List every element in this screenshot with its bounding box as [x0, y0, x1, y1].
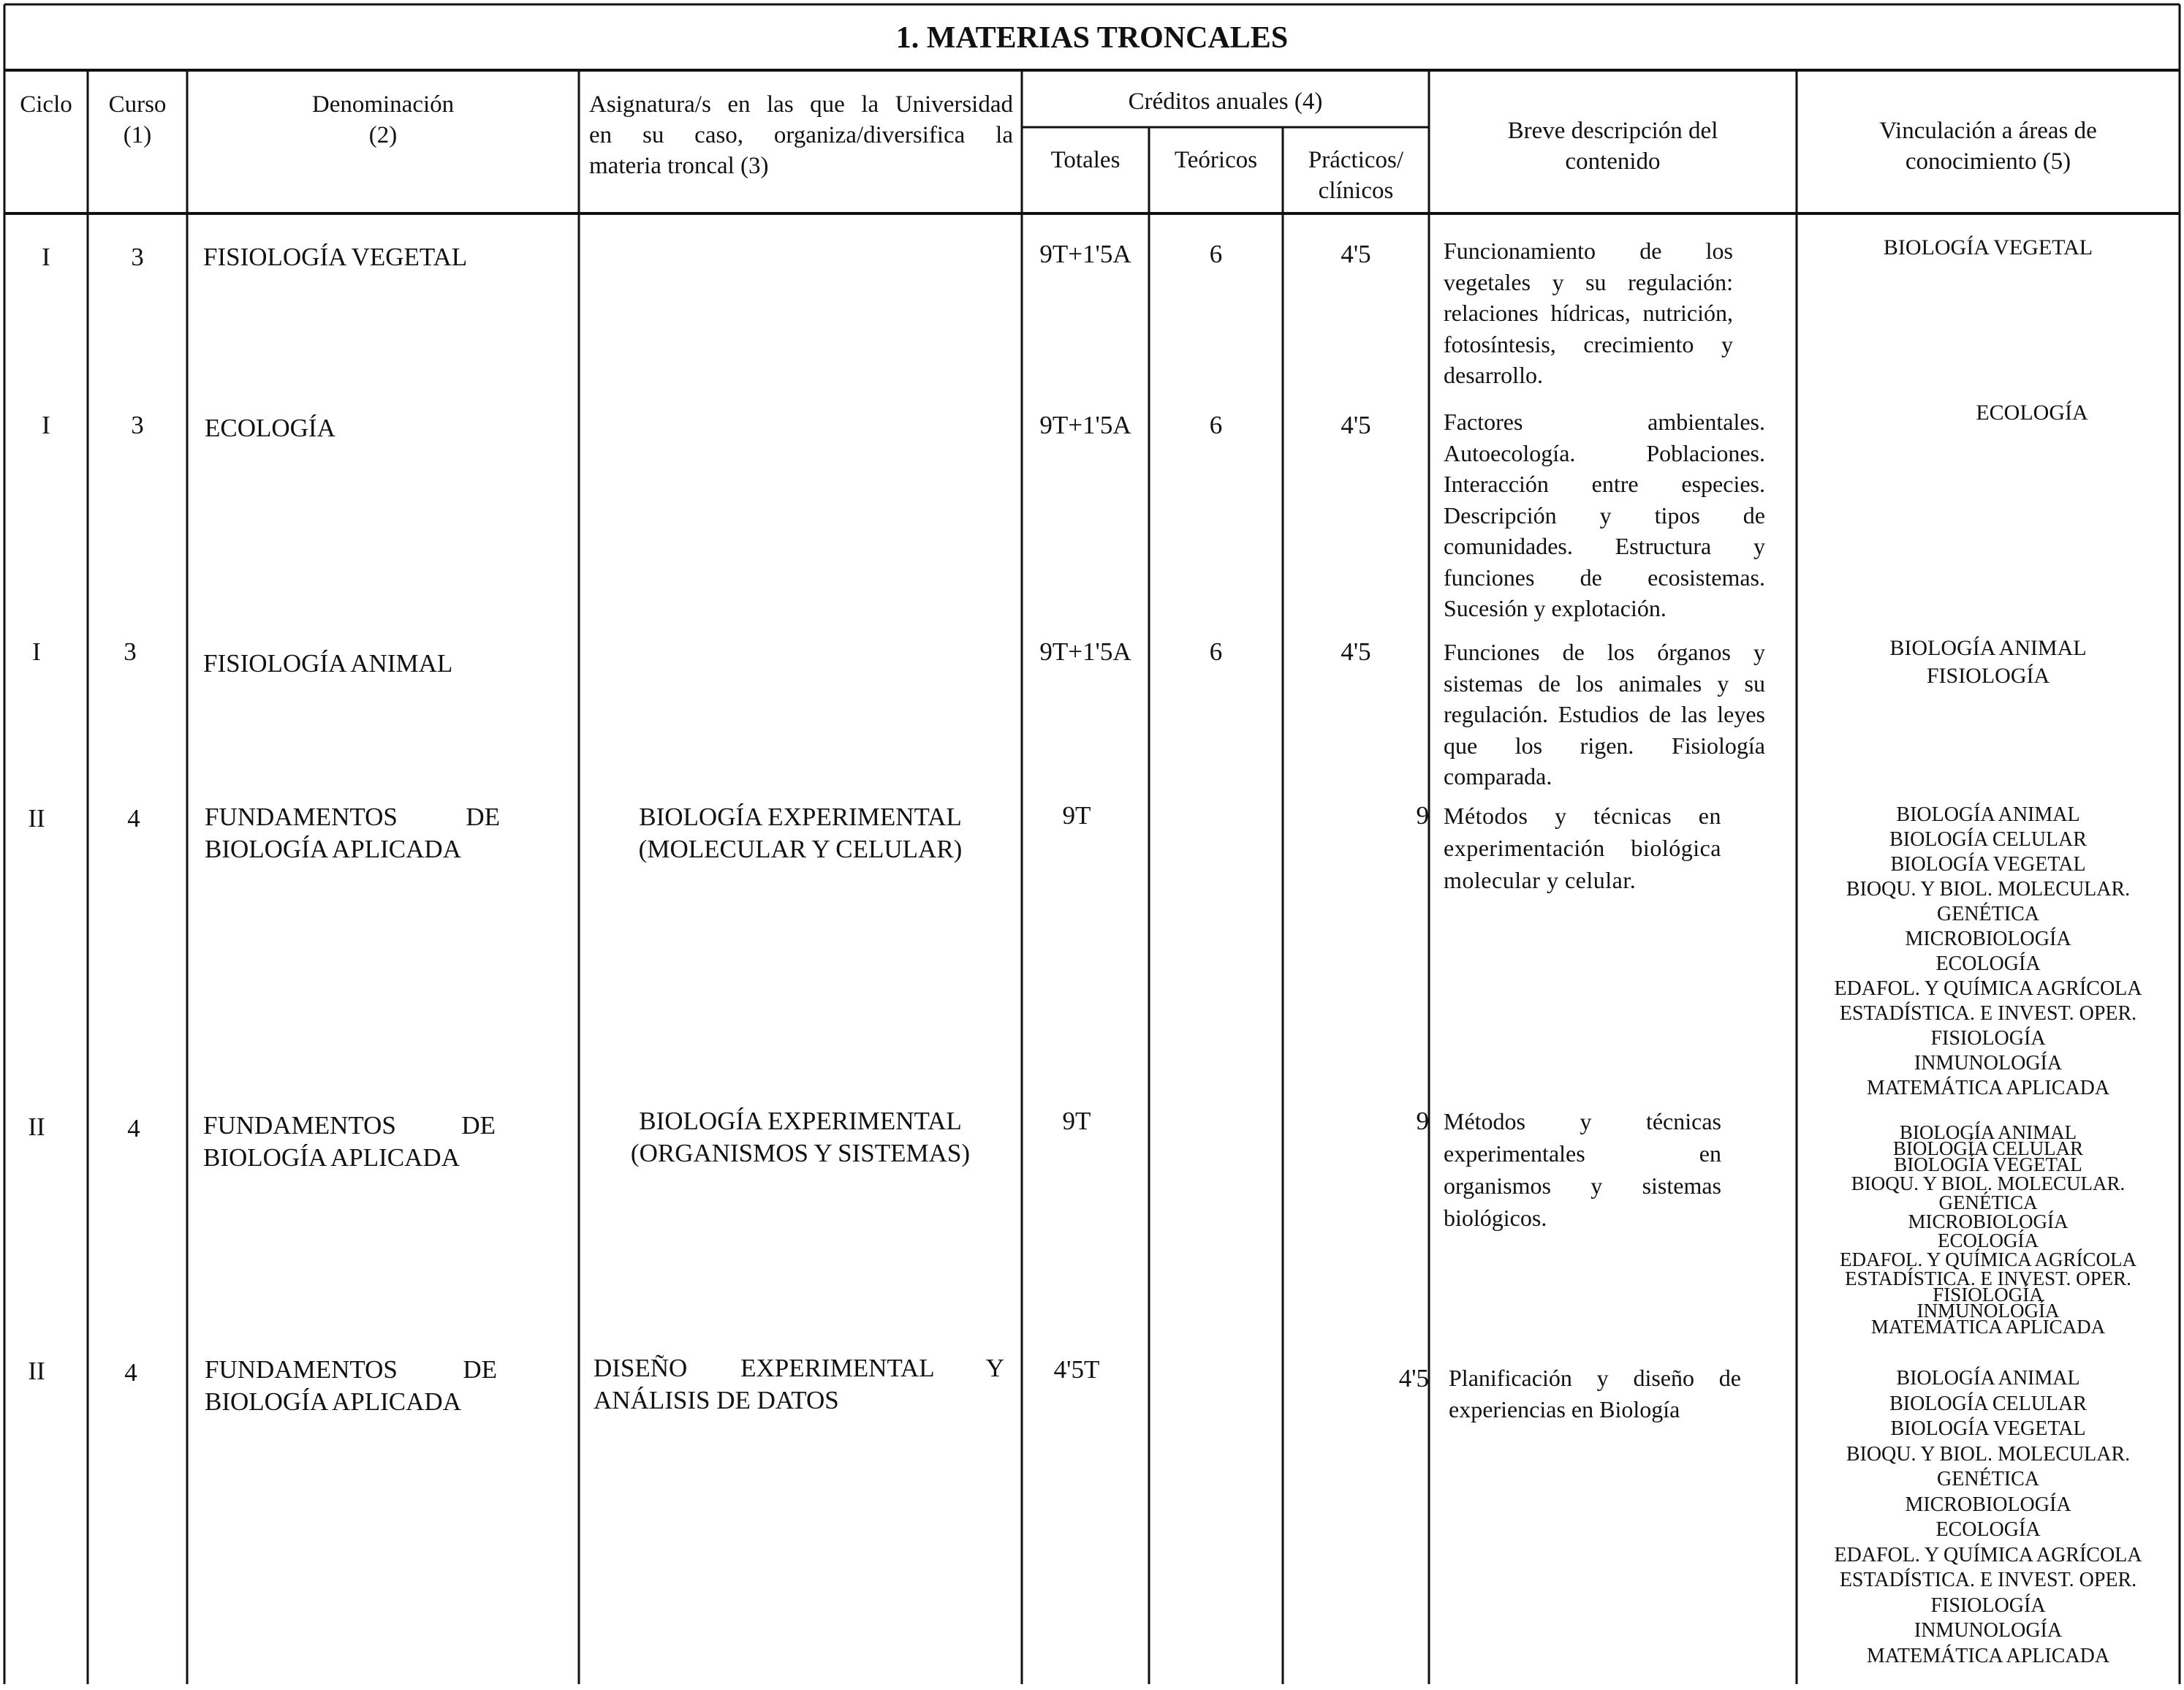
row-5-area: BIOQU. Y BIOL. MOLECULAR. [1846, 1442, 2131, 1466]
row-5-area: MICROBIOLOGÍA [1905, 1493, 2071, 1516]
row-2-denominacion: FISIOLOGÍA ANIMAL [203, 649, 453, 678]
row-5-curso: 4 [124, 1358, 137, 1387]
row-5-area: GENÉTICA [1937, 1468, 2039, 1490]
row-0-descripcion: Funcionamiento de los vegetales y su regulación: relaciones hídricas, nutrición, fotosíntesis, crecimiento y desarrollo. [1444, 238, 1733, 388]
row-1-area: ECOLOGÍA [1976, 401, 2088, 425]
row-4-area: FISIOLOGÍA [1933, 1284, 2044, 1306]
row-4-area: EDAFOL. Y QUÍMICA AGRÍCOLA [1839, 1248, 2136, 1270]
row-2-area: FISIOLOGÍA [1926, 664, 2050, 688]
row-3-area: GENÉTICA [1937, 903, 2039, 925]
row-4-area: ESTADÍSTICA. E INVEST. OPER. [1845, 1268, 2131, 1289]
row-5-area: FISIOLOGÍA [1930, 1594, 2046, 1617]
row-2-descripcion: Funciones de los órganos y sistemas de los animales y su regulación. Estudios de las leyes que los rigen. Fisiología comparada. [1444, 639, 1765, 789]
table-title: 1. MATERIAS TRONCALES [895, 21, 1289, 55]
row-3-area: FISIOLOGÍA [1930, 1027, 2046, 1050]
row-5-totales: 4'5T [1053, 1355, 1100, 1384]
row-3-denominacion-line-2: BIOLOGÍA APLICADA [205, 835, 461, 863]
row-4-area: ECOLOGÍA [1938, 1229, 2039, 1251]
row-2-area: BIOLOGÍA ANIMAL [1889, 636, 2087, 660]
row-0-area: BIOLOGÍA VEGETAL [1883, 235, 2093, 259]
row-4-denominacion [203, 1110, 496, 1174]
row-5-denominacion-line-2: BIOLOGÍA APLICADA [205, 1387, 461, 1416]
row-3-descripcion: Métodos y técnicas en experimentación biológica molecular y celular. [1444, 803, 1721, 893]
row-5-area: EDAFOL. Y QUÍMICA AGRÍCOLA [1834, 1543, 2142, 1566]
header-curso [88, 89, 187, 151]
row-3-totales: 9T [1062, 801, 1091, 830]
row-5-descripcion: Planificación y diseño de experiencias en Biología [1449, 1365, 1741, 1422]
header-asignatura-line-2: en su caso, organiza/diversifica la [589, 122, 1013, 148]
header-curso-label: Curso [108, 91, 167, 118]
header-descripcion-line-2: contenido [1565, 148, 1661, 175]
header-teoricos: Teóricos [1174, 147, 1258, 173]
row-4-area: INMUNOLOGÍA [1916, 1300, 2060, 1322]
header-asignatura [589, 89, 1013, 181]
header-asignatura-line-1: Asignatura/s en las que la Universidad [589, 91, 1013, 118]
row-2-practicos: 4'5 [1341, 637, 1371, 666]
header-descripcion-line-1: Breve descripción del [1507, 118, 1718, 144]
row-4-area: BIOLOGÍA ANIMAL [1899, 1121, 2077, 1143]
row-2-ciclo: I [32, 637, 41, 666]
row-4-area: GENÉTICA [1938, 1191, 2038, 1213]
row-4-asignatura [579, 1105, 1022, 1170]
header-descripcion [1429, 115, 1797, 177]
header-denominacion-note: (2) [368, 122, 398, 148]
row-3-denominacion-line-1: FUNDAMENTOS DE [205, 803, 500, 831]
row-4-asignatura-line-1: BIOLOGÍA EXPERIMENTAL [639, 1107, 962, 1135]
row-4-area: BIOLOGÍA CELULAR [1892, 1137, 2084, 1159]
row-4-area: BIOQU. Y BIOL. MOLECULAR. [1851, 1172, 2126, 1194]
header-ciclo: Ciclo [20, 91, 72, 118]
row-1-descripcion: Factores ambientales. Autoecología. Poblaciones. Interacción entre especies. Descripción y tipos de comunidades. Estructura y funciones de ecosistemas. Sucesión y explotación. [1444, 409, 1765, 621]
row-5-asignatura [594, 1352, 1004, 1417]
row-1-areas [1871, 401, 2184, 425]
row-0-totales: 9T+1'5A [1039, 240, 1131, 268]
row-3-area: MATEMÁTICA APLICADA [1866, 1077, 2110, 1099]
row-3-area: ESTADÍSTICA. E INVEST. OPER. [1839, 1002, 2137, 1025]
row-1-denominacion: ECOLOGÍA [205, 414, 335, 442]
row-4-asignatura-line-2: (ORGANISMOS Y SISTEMAS) [630, 1139, 971, 1167]
row-4-area: BIOLOGÍA VEGETAL [1894, 1153, 2082, 1175]
row-3-area: BIOQU. Y BIOL. MOLECULAR. [1846, 878, 2131, 901]
row-0-curso: 3 [131, 243, 144, 271]
header-curso-note: (1) [123, 122, 152, 148]
row-5-denominacion-line-1: FUNDAMENTOS DE [205, 1355, 497, 1384]
row-3-area: BIOLOGÍA VEGETAL [1890, 853, 2086, 876]
row-5-denominacion [205, 1354, 497, 1418]
row-3-area: BIOLOGÍA ANIMAL [1896, 803, 2080, 826]
row-0-areas [1797, 235, 2180, 260]
row-1-practicos: 4'5 [1341, 411, 1371, 439]
row-5-practicos: 4'5 [1398, 1364, 1429, 1392]
row-1-teoricos: 6 [1209, 411, 1223, 439]
header-denominacion [187, 89, 579, 151]
header-practicos-line-1: Prácticos/ [1308, 147, 1404, 173]
row-3-asignatura [579, 801, 1022, 865]
row-3-areas [1797, 803, 2180, 1101]
row-5-asignatura-line-1: DISEÑO EXPERIMENTAL Y [594, 1354, 1004, 1382]
row-4-denominacion-line-2: BIOLOGÍA APLICADA [203, 1143, 460, 1172]
row-2-teoricos: 6 [1209, 637, 1223, 666]
row-5-area: BIOLOGÍA CELULAR [1889, 1392, 2087, 1415]
row-3-ciclo: II [28, 804, 45, 833]
row-2-totales: 9T+1'5A [1039, 637, 1131, 666]
row-4-descripcion: Métodos y técnicas experimentales en organismos y sistemas biológicos. [1444, 1108, 1721, 1231]
header-practicos-line-2: clínicos [1318, 178, 1394, 204]
row-1-totales: 9T+1'5A [1039, 411, 1131, 439]
row-1-ciclo: I [42, 411, 50, 439]
row-0-practicos: 4'5 [1341, 240, 1371, 268]
header-vinculacion [1797, 115, 2180, 177]
header-totales: Totales [1050, 147, 1121, 173]
row-3-area: BIOLOGÍA CELULAR [1889, 828, 2087, 851]
row-4-totales: 9T [1062, 1107, 1091, 1135]
header-vinculacion-line-2: conocimiento (5) [1905, 148, 2071, 175]
row-4-area: MICROBIOLOGÍA [1908, 1210, 2069, 1232]
header-vinculacion-line-1: Vinculación a áreas de [1879, 118, 2097, 144]
row-4-ciclo: II [28, 1113, 45, 1141]
row-3-area: ECOLOGÍA [1935, 952, 2041, 975]
row-4-area: MATEMÁTICA APLICADA [1870, 1316, 2106, 1338]
header-denominacion-label: Denominación [311, 91, 455, 118]
row-0-denominacion: FISIOLOGÍA VEGETAL [203, 243, 468, 271]
row-4-areas [1797, 1121, 2180, 1338]
row-5-area: INMUNOLOGÍA [1914, 1619, 2063, 1642]
row-4-practicos: 9 [1416, 1107, 1429, 1135]
row-3-area: EDAFOL. Y QUÍMICA AGRÍCOLA [1834, 977, 2142, 1000]
row-0-ciclo: I [42, 243, 50, 271]
row-4-curso: 4 [127, 1114, 140, 1143]
header-creditos: Créditos anuales (4) [1128, 88, 1323, 115]
row-5-area: MATEMÁTICA APLICADA [1866, 1644, 2110, 1667]
row-5-area: BIOLOGÍA ANIMAL [1896, 1367, 2080, 1390]
row-3-practicos: 9 [1416, 801, 1429, 830]
row-5-area: ECOLOGÍA [1935, 1518, 2041, 1541]
row-4-denominacion-line-1: FUNDAMENTOS DE [203, 1111, 496, 1140]
header-asignatura-line-3: materia troncal (3) [589, 153, 769, 179]
row-3-asignatura-line-2: (MOLECULAR Y CELULAR) [638, 835, 963, 863]
row-3-curso: 4 [127, 804, 140, 833]
row-3-denominacion [205, 801, 500, 865]
row-5-areas [1797, 1366, 2180, 1669]
row-5-area: BIOLOGÍA VEGETAL [1890, 1417, 2086, 1440]
row-0-teoricos: 6 [1209, 240, 1223, 268]
row-3-area: INMUNOLOGÍA [1914, 1052, 2063, 1075]
row-3-asignatura-line-1: BIOLOGÍA EXPERIMENTAL [639, 803, 962, 831]
row-1-curso: 3 [131, 411, 144, 439]
row-2-curso: 3 [124, 637, 137, 666]
row-2-areas [1797, 634, 2180, 690]
row-5-ciclo: II [28, 1357, 45, 1385]
header-practicos [1283, 145, 1429, 206]
row-3-area: MICROBIOLOGÍA [1905, 928, 2071, 950]
row-5-asignatura-line-2: ANÁLISIS DE DATOS [594, 1386, 839, 1414]
row-5-area: ESTADÍSTICA. E INVEST. OPER. [1839, 1569, 2137, 1591]
